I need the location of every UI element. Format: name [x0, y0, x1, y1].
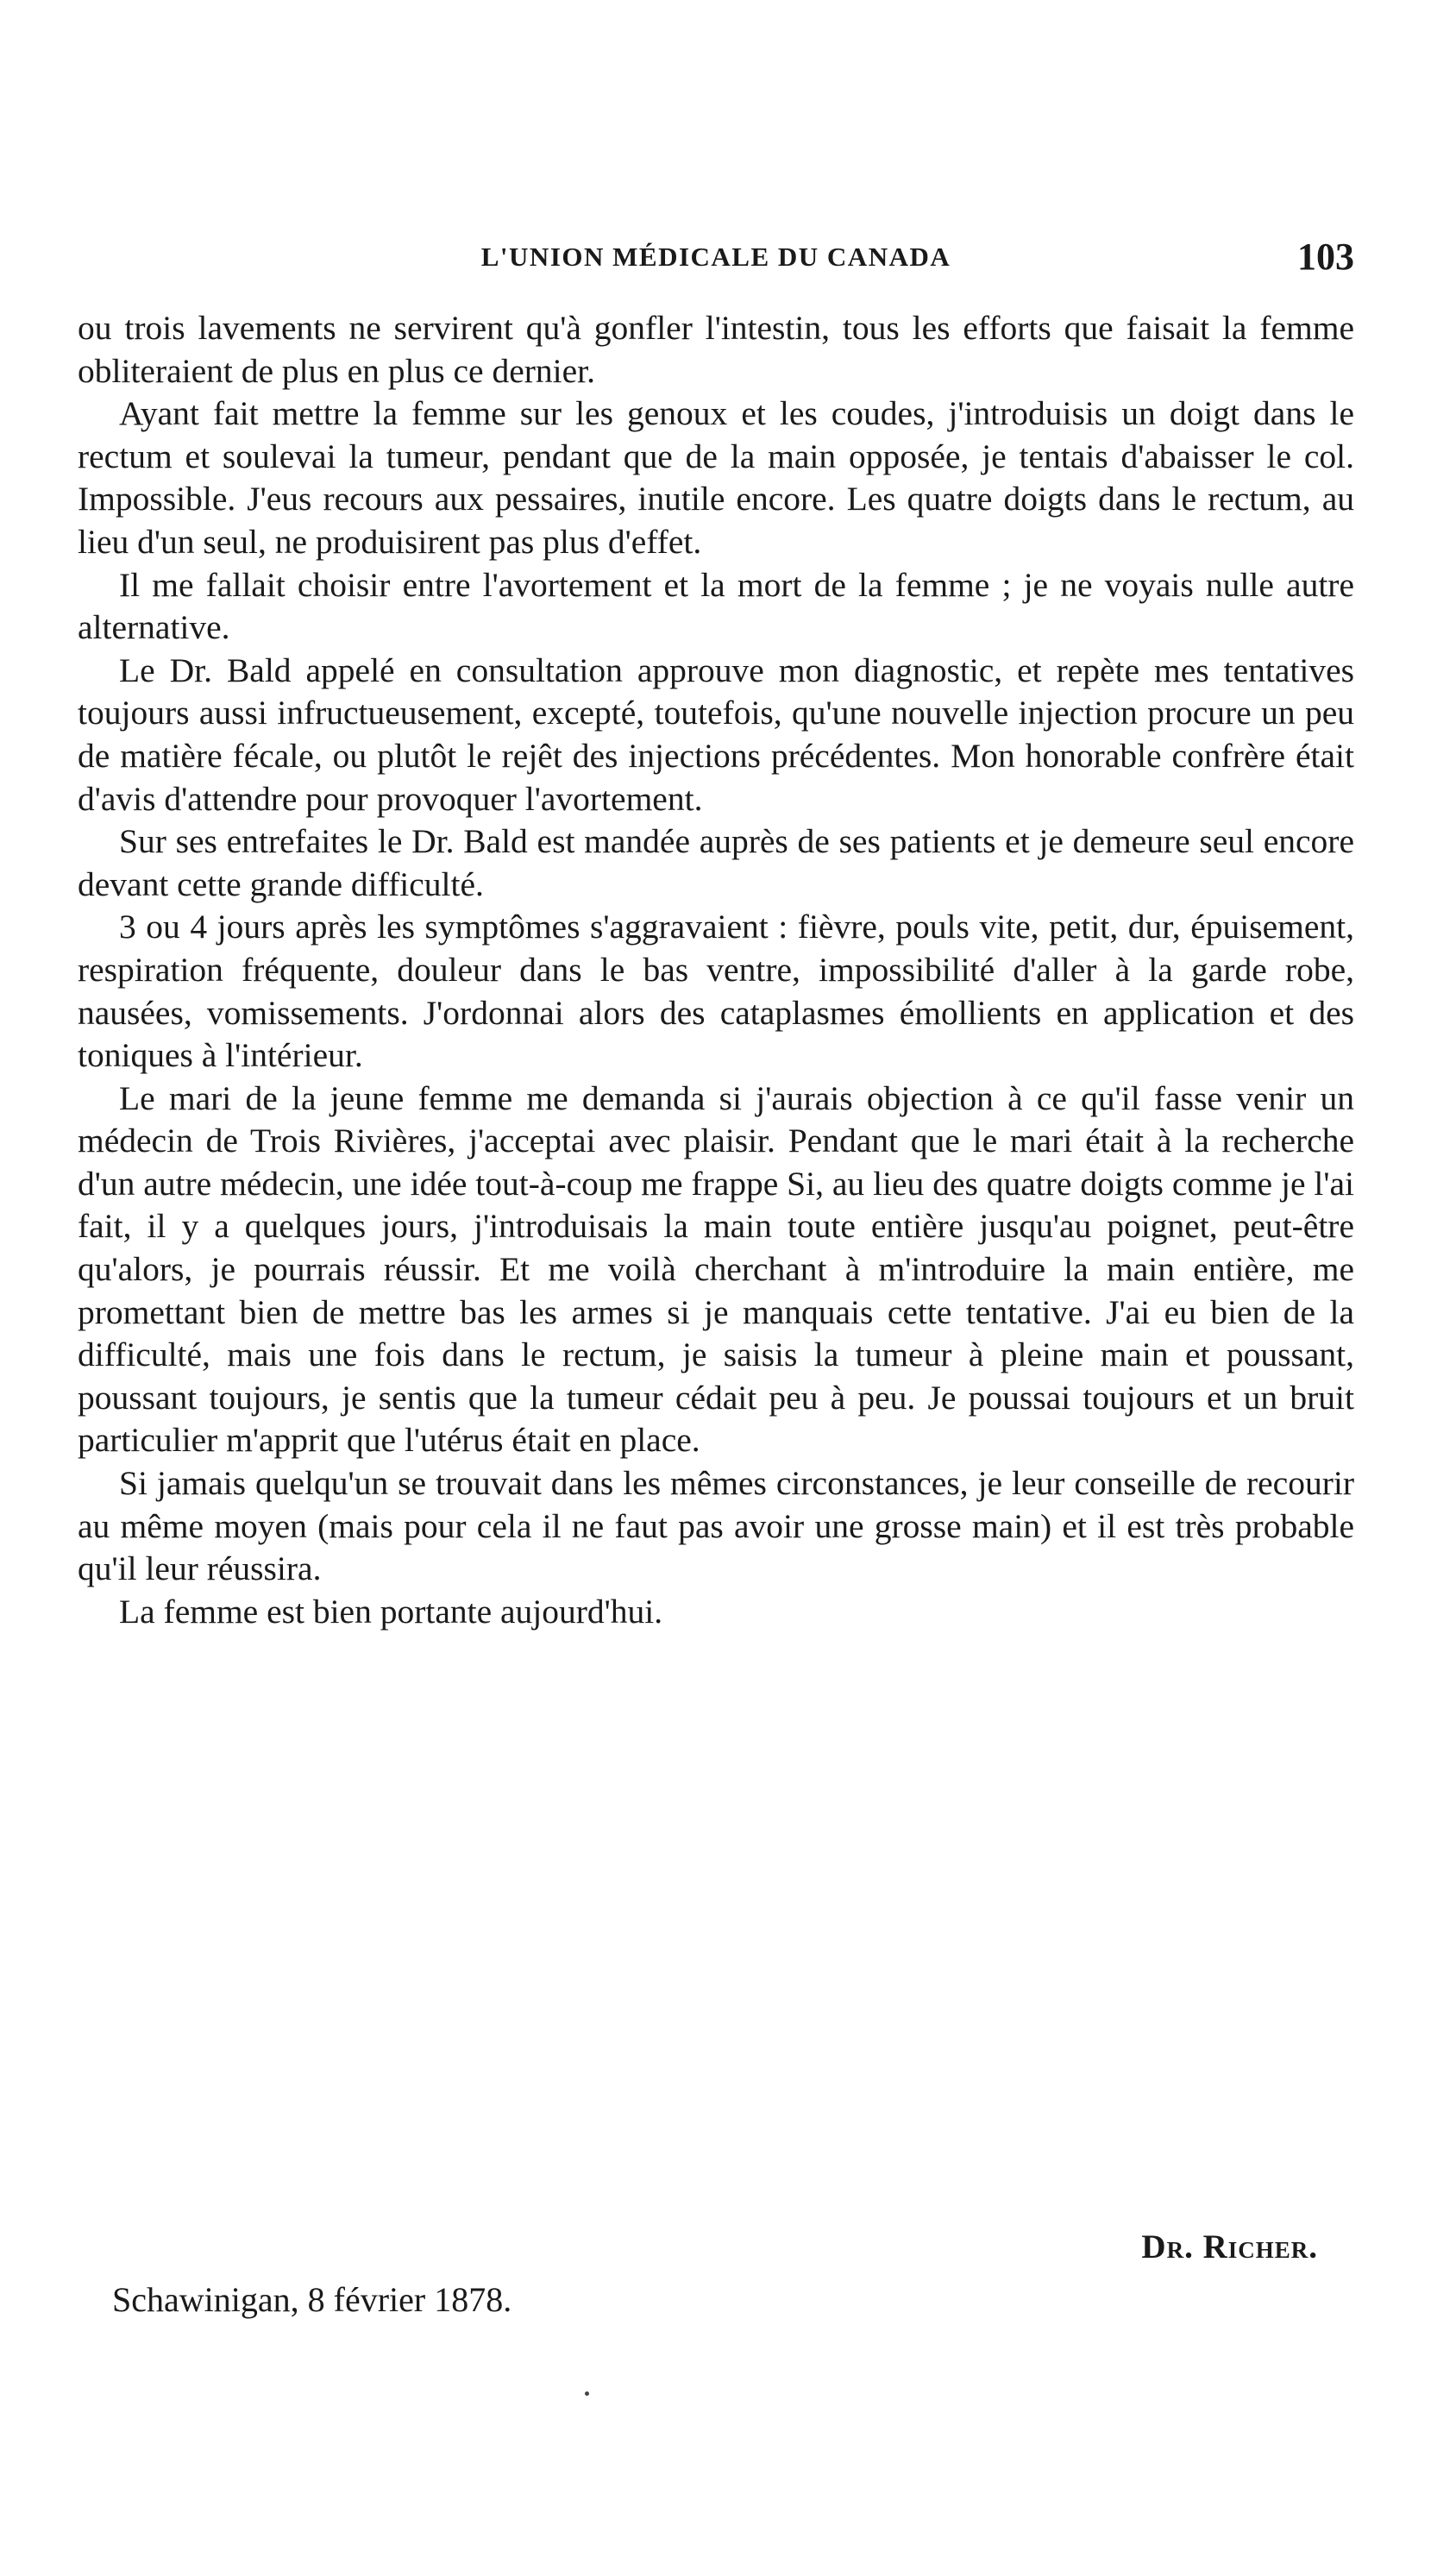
- page-header: [78, 235, 1354, 278]
- paragraph: Sur ses entrefaites le Dr. Bald est mandée auprès de ses patients et je demeure seul encore devant cette grande difficulté.: [78, 822, 1354, 903]
- paragraph: 3 ou 4 jours après les symptômes s'aggravaient : fièvre, pouls vite, petit, dur, épuisement, respiration fréquente, douleur dans le bas ventre, impossibilité d'aller à la garde robe, nausées, vomissements. J'ordonnai alors des cataplasmes émollients en application et des toniques à l'intérieur.: [78, 908, 1354, 1075]
- author-signature: Dr. Richer.: [1141, 2228, 1318, 2265]
- signature-block: [78, 2228, 1354, 2331]
- paragraph: Ayant fait mettre la femme sur les genoux et les coudes, j'introduisis un doigt dans le rectum et soulevai la tumeur, pendant que de la main opposée, je tentais d'abaisser le col. Impossible. J'eus recours aux pessaires, inutile encore. Les quatre doigts dans le rectum, au lieu d'un seul, ne produisirent pas plus d'effet.: [78, 394, 1354, 561]
- article-body: [78, 307, 1354, 1633]
- ink-speck: [585, 2391, 589, 2396]
- paragraph: Si jamais quelqu'un se trouvait dans les mêmes circonstances, je leur conseille de recourir au même moyen (mais pour cela il ne faut pas avoir une grosse main) et il est très probable qu'il leur réussira.: [78, 1464, 1354, 1588]
- dateline: Schawinigan, 8 février 1878.: [112, 2280, 512, 2319]
- paragraph: Le mari de la jeune femme me demanda si j'aurais objection à ce qu'il fasse venir un médecin de Trois Rivières, j'acceptai avec plaisir. Pendant que le mari était à la recherche d'un autre médecin, une idée tout-à-coup me frappe Si, au lieu des quatre doigts comme je l'ai fait, il y a quelques jours, j'introduisais la main toute entière jusqu'au poignet, peut-être qu'alors, je pourrais réussir. Et me voilà cherchant à m'introduire la main entière, me promettant bien de mettre bas les armes si je manquais cette tentative. J'ai eu bien de la difficulté, mais une fois dans le rectum, je saisis la tumeur à pleine main et poussant, poussant toujours, je sentis que la tumeur cédait peu à peu. Je poussai toujours et un bruit particulier m'apprit que l'utérus était en place.: [78, 1078, 1354, 1460]
- paragraph: ou trois lavements ne servirent qu'à gonfler l'intestin, tous les efforts que faisait la femme obliteraient de plus en plus ce dernier.: [78, 309, 1354, 390]
- paragraph: Le Dr. Bald appelé en consultation approuve mon diagnostic, et repète mes tentatives toujours aussi infructueusement, excepté, toutefois, qu'une nouvelle injection procure un peu de matière fécale, ou plutôt le rejêt des injections précédentes. Mon honorable confrère était d'avis d'attendre pour provoquer l'avortement.: [78, 650, 1354, 818]
- paragraph: Il me fallait choisir entre l'avortement et la mort de la femme ; je ne voyais nulle autre alternative.: [78, 565, 1354, 647]
- running-title: L'UNION MÉDICALE DU CANADA: [480, 242, 951, 272]
- page-number: 103: [1297, 236, 1354, 278]
- paragraph: La femme est bien portante aujourd'hui.: [119, 1592, 663, 1631]
